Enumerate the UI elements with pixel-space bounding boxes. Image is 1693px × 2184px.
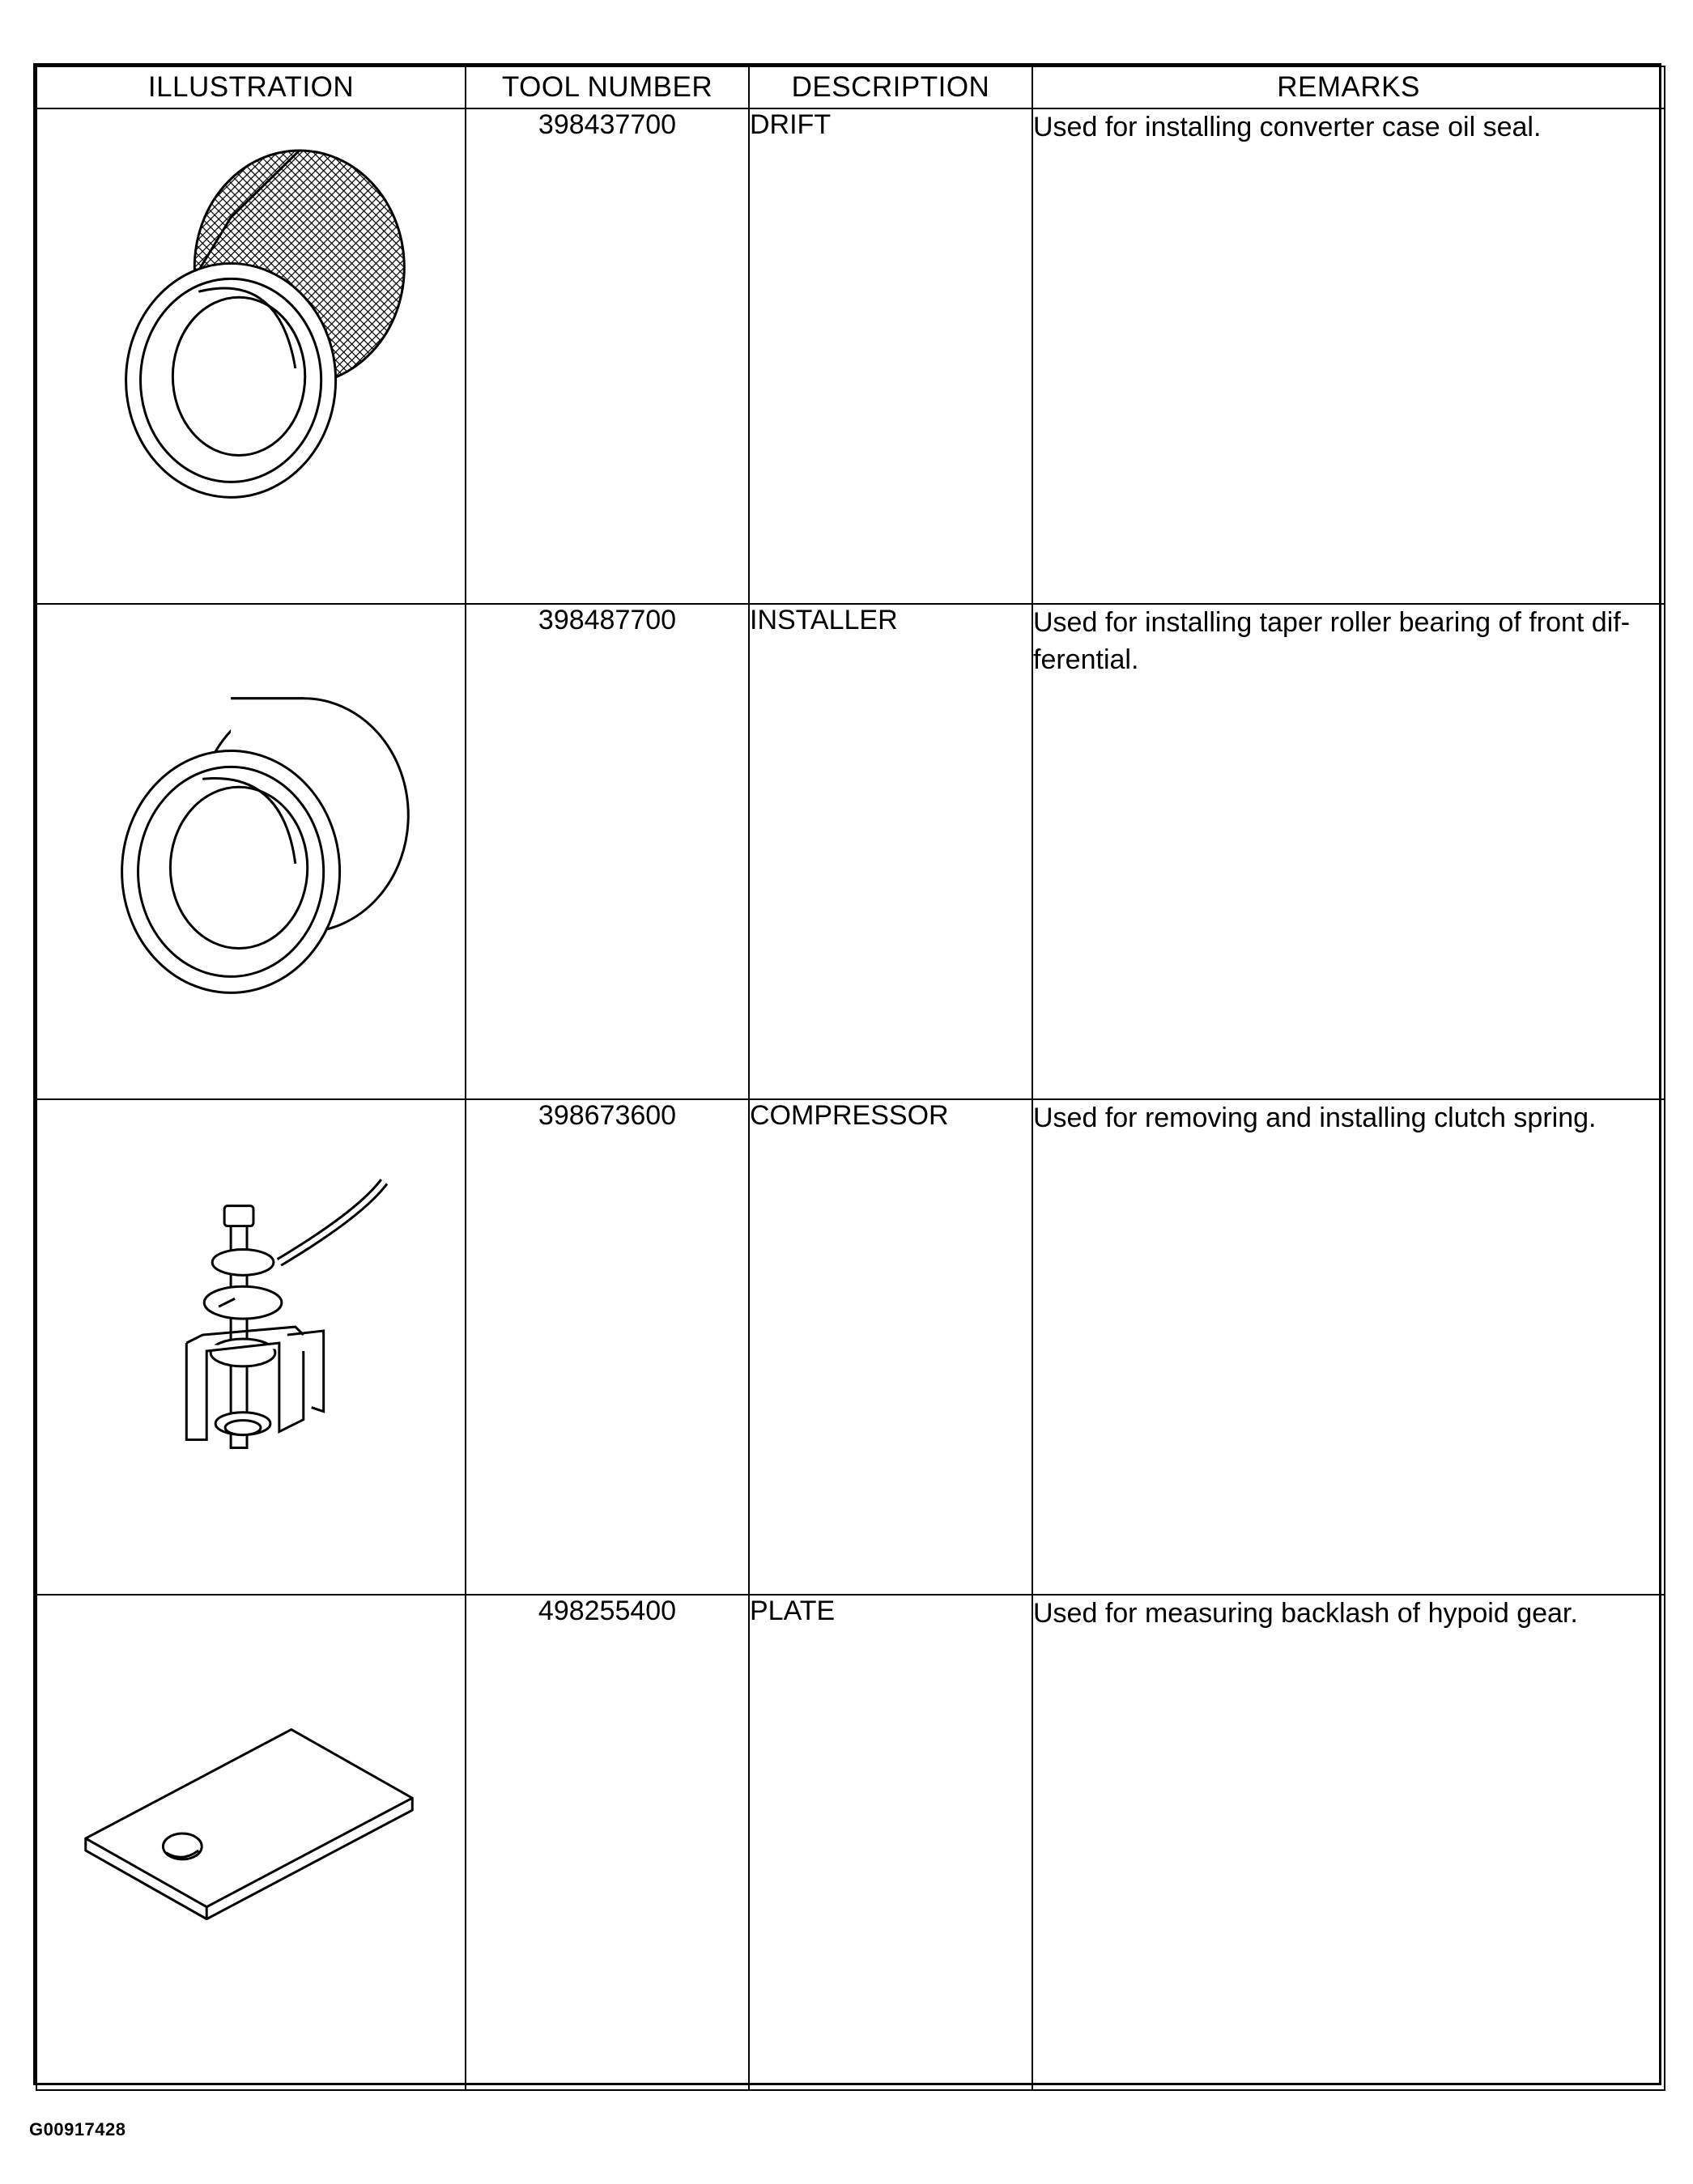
tool-number-cell: 398673600: [466, 1099, 749, 1595]
header-tool-number: TOOL NUMBER: [466, 66, 749, 108]
header-description: DESCRIPTION: [749, 66, 1032, 108]
illustration-cell: [36, 1595, 466, 2090]
table-header-row: [36, 66, 1665, 108]
remarks-cell: Used for installing taper roller bearing of front dif-ferential.: [1032, 604, 1665, 1099]
header-illustration: ILLUSTRATION: [36, 66, 466, 108]
header-remarks: REMARKS: [1032, 66, 1665, 108]
remarks-cell: Used for installing converter case oil seal.: [1032, 108, 1665, 604]
backlash-plate-icon: [37, 1596, 465, 2089]
table-row: [36, 108, 1665, 604]
table-row: [36, 1099, 1665, 1595]
special-tools-table: [36, 66, 1665, 2091]
remarks-cell: Used for removing and installing clutch spring.: [1032, 1099, 1665, 1595]
table-row: [36, 1595, 1665, 2090]
tool-number-cell: 498255400: [466, 1595, 749, 2090]
knurled-drift-ring-icon: [37, 109, 465, 603]
tool-number-cell: 398487700: [466, 604, 749, 1099]
tool-number-cell: 398437700: [466, 108, 749, 604]
illustration-cell: [36, 108, 466, 604]
table-row: [36, 604, 1665, 1099]
figure-code: G00917428: [29, 2119, 126, 2139]
illustration-cell: [36, 604, 466, 1099]
installer-ring-icon: [37, 605, 465, 1098]
description-cell: DRIFT: [749, 108, 1032, 604]
remarks-cell: Used for measuring backlash of hypoid gear.: [1032, 1595, 1665, 2090]
description-cell: PLATE: [749, 1595, 1032, 2090]
description-cell: COMPRESSOR: [749, 1099, 1032, 1595]
tool-table-frame: [33, 63, 1661, 2085]
illustration-cell: [36, 1099, 466, 1595]
spring-compressor-icon: [37, 1100, 465, 1594]
description-cell: INSTALLER: [749, 604, 1032, 1099]
